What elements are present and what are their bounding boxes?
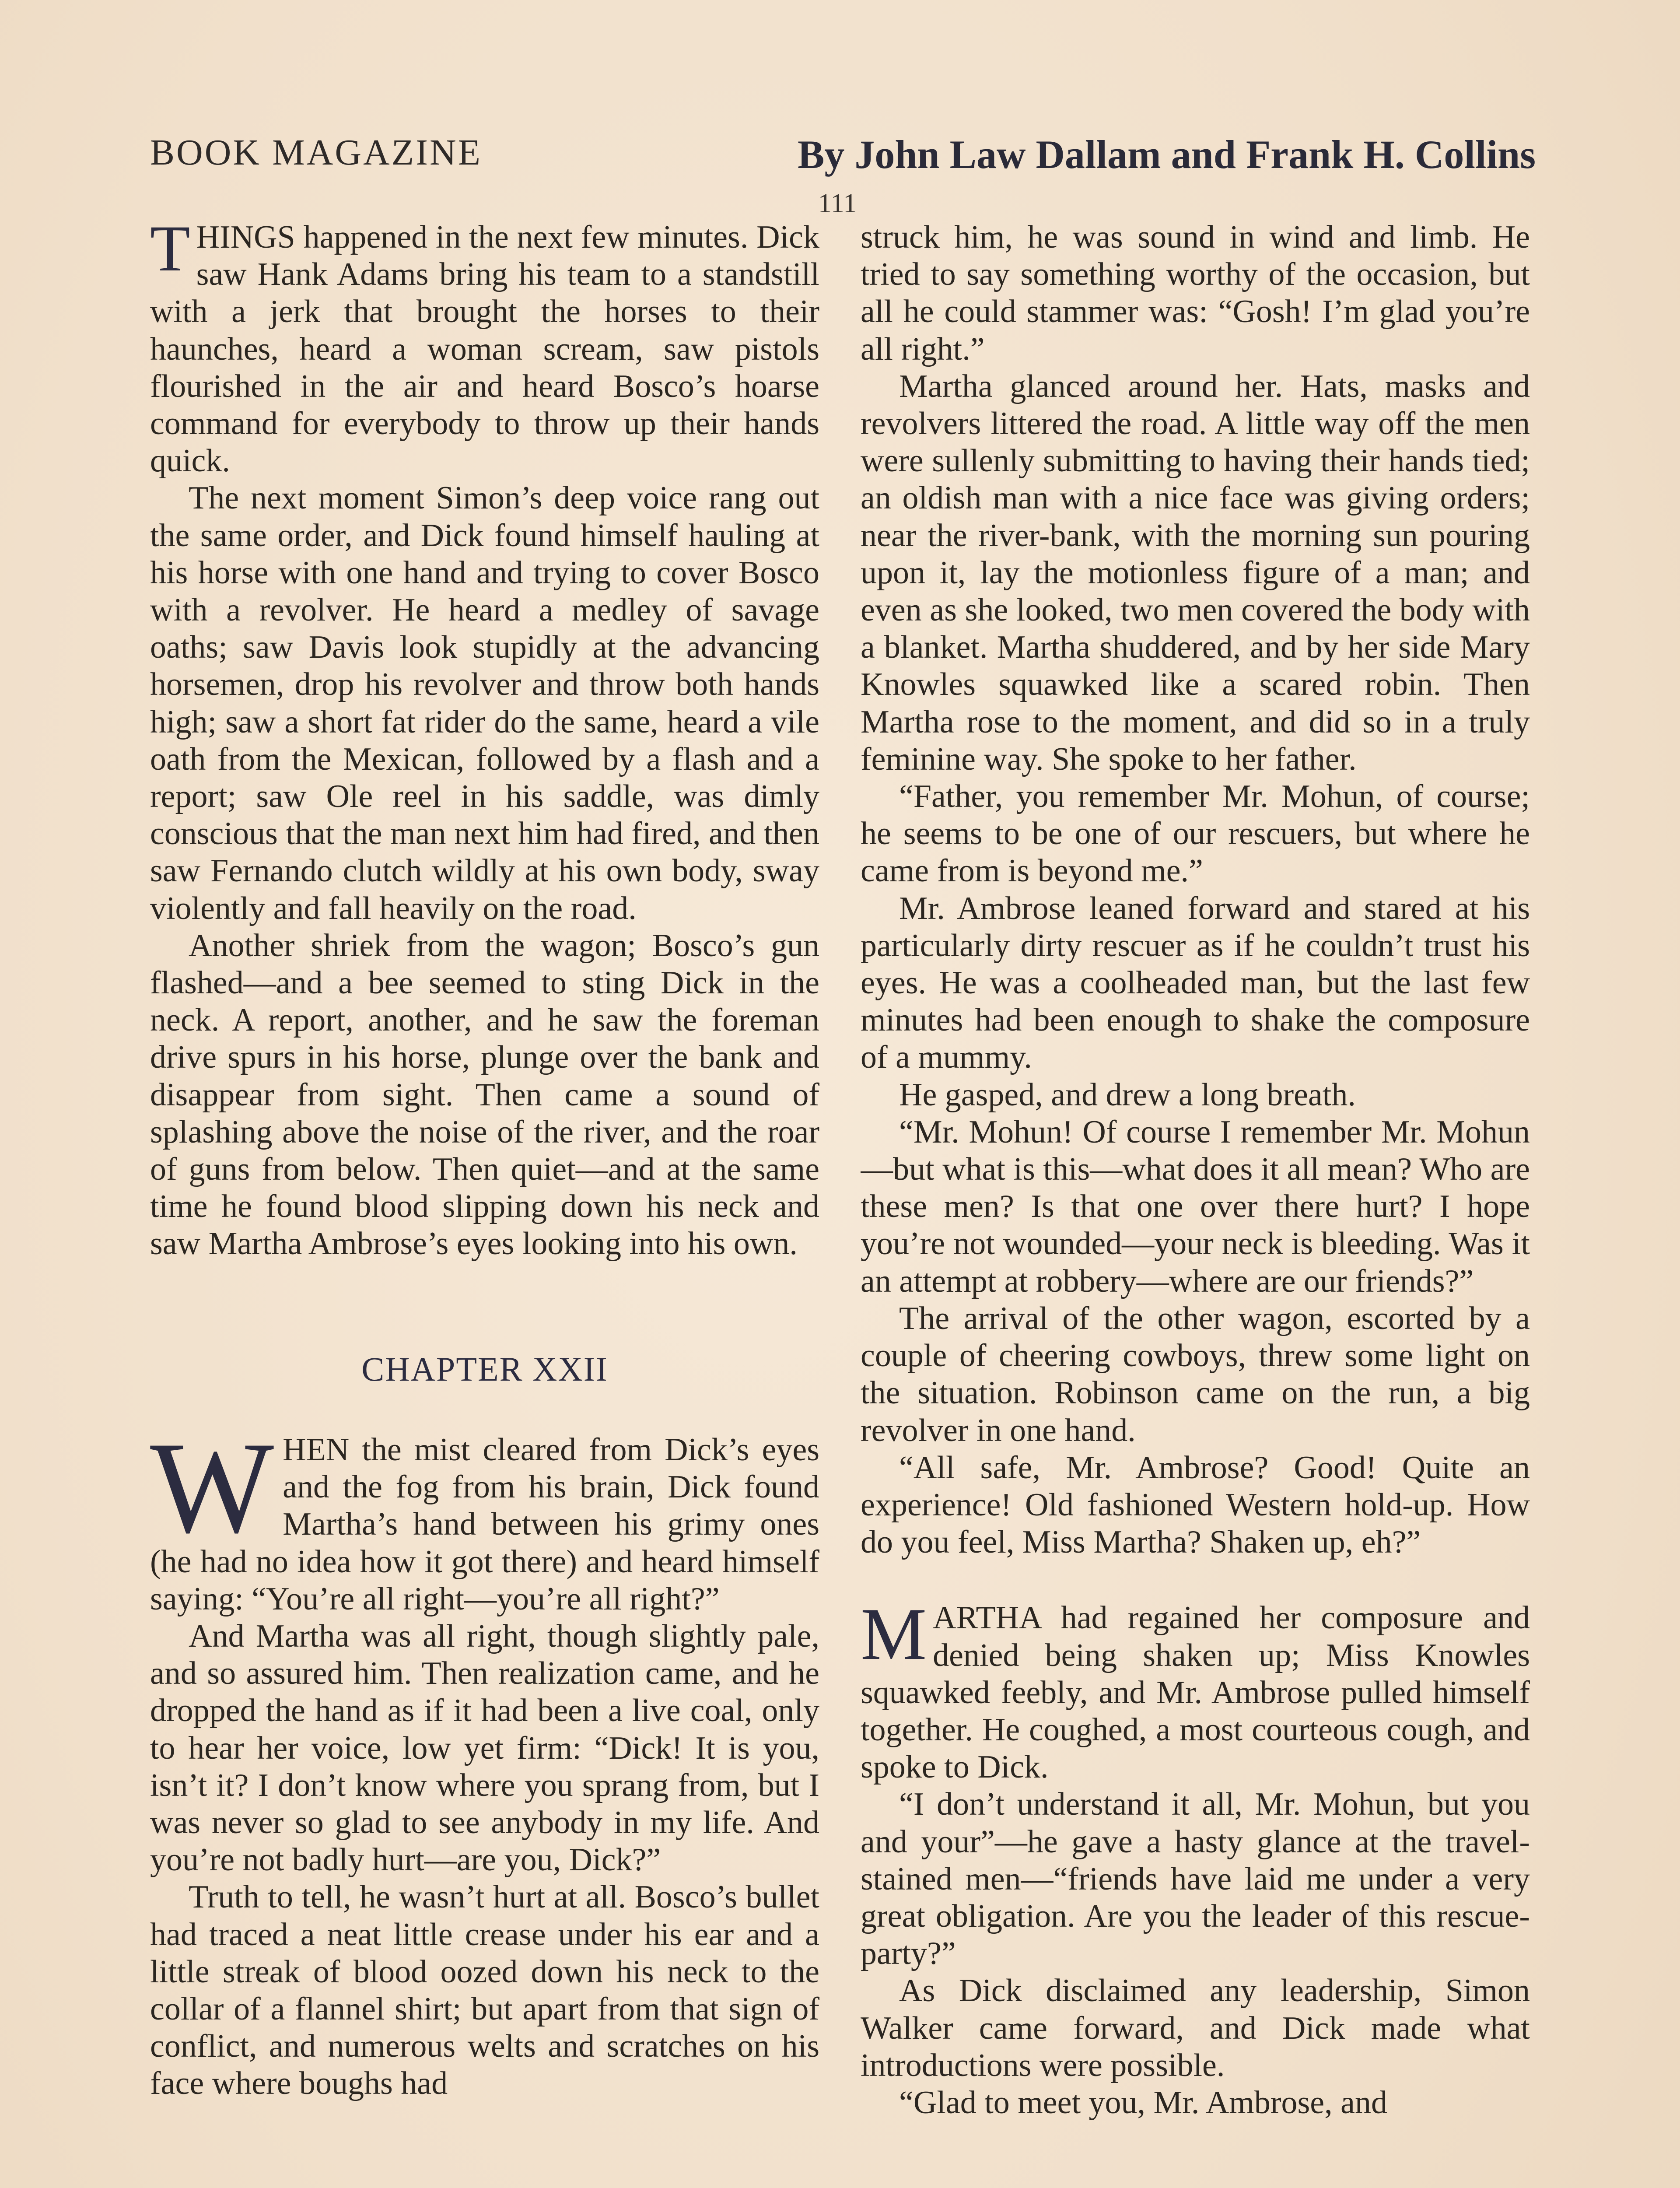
- paragraph: As Dick disclaimed any leadership, Simon Walker came forward, and Dick made what introductions were possible.: [861, 1973, 1530, 2083]
- paragraph: Mr. Ambrose leaned forward and stared at his particularly dirty rescuer as if he couldn’t trust his eyes. He was a coolheaded man, but the last few minutes had been enough to shake the composure of a mummy.: [861, 890, 1530, 1076]
- paragraph: He gasped, and drew a long breath.: [899, 1076, 1356, 1113]
- magazine-title: BOOK MAGAZINE: [150, 132, 482, 173]
- paragraph: And Martha was all right, though slightly pale, and so assured him. Then realization came, and he dropped the hand as if it had been a live coal, only to hear her voice, low yet firm: “Dick! It is you, isn’t it? I don’t know where you sprang from, but I was never so glad to see anybody in my life. And you’re not badly hurt—are you, Dick?”: [150, 1618, 819, 1878]
- drop-cap: W: [150, 1414, 274, 1560]
- left-column: [150, 219, 819, 2188]
- paragraph-text: HINGS happened in the next few minutes. Dick saw Hank Adams bring his team to a standstill with a jerk that brought the horses to their haunches, heard a woman scream, saw pistols flourished in the air and heard Bosco’s hoarse command for everybody to throw up their hands quick.: [150, 219, 819, 479]
- paragraph: “All safe, Mr. Ambrose? Good! Quite an experience! Old fashioned Western hold-up. How do you feel, Miss Martha? Shaken up, eh?”: [861, 1449, 1530, 1560]
- drop-cap: M: [861, 1593, 927, 1676]
- chapter-heading: CHAPTER XXII: [361, 1350, 608, 1388]
- page-number: 111: [818, 189, 857, 218]
- paragraph: [150, 1414, 819, 1618]
- paragraph: “Mr. Mohun! Of course I remember Mr. Mohun—but what is this—what does it all mean? Who are these men? Is that one over there hurt? I hope you’re not wounded—your neck is bleeding. Was it an attempt at robbery—where are our friends?”: [861, 1114, 1530, 1299]
- drop-cap: T: [150, 219, 190, 285]
- paragraph: The arrival of the other wagon, escorted by a couple of cheering cowboys, threw some light on the situation. Robinson came on the run, a big revolver in one hand.: [861, 1300, 1530, 1448]
- paragraph: “Father, you remember Mr. Mohun, of course; he seems to be one of our rescuers, but where he came from is beyond me.”: [861, 778, 1530, 889]
- paragraph: struck him, he was sound in wind and limb. He tried to say something worthy of the occasion, but all he could stammer was: “Gosh! I’m glad you’re all right.”: [861, 219, 1530, 367]
- paragraph: “I don’t understand it all, Mr. Mohun, but you and your”—he gave a hasty glance at the travel-stained men—“friends have laid me under a very great obligation. Are you the leader of this rescue-party?”: [861, 1786, 1530, 1972]
- byline: By John Law Dallam and Frank H. Collins: [797, 132, 1536, 177]
- right-column: [861, 219, 1530, 2188]
- paragraph: The next moment Simon’s deep voice rang out the same order, and Dick found himself hauling at his horse with one hand and trying to cover Bosco with a revolver. He heard a medley of savage oaths; saw Davis look stupidly at the advancing horsemen, drop his revolver and throw both hands high; saw a short fat rider do the same, heard a vile oath from the Mexican, followed by a flash and a report; saw Ole reel in his saddle, was dimly conscious that the man next him had fired, and then saw Fernando clutch wildly at his own body, sway violently and fall heavily on the road.: [150, 480, 819, 926]
- paragraph: [150, 219, 819, 480]
- paragraph: Truth to tell, he wasn’t hurt at all. Bosco’s bullet had traced a neat little crease under his ear and a little streak of blood oozed down his neck to the collar of a flannel shirt; but apart from that sign of conflict, and numerous welts and scratches on his face where boughs had: [150, 1879, 819, 2102]
- paragraph-text: ARTHA had regained her composure and denied being shaken up; Miss Knowles squawked feebly, and Mr. Ambrose pulled himself together. He coughed, a most courteous cough, and spoke to Dick.: [861, 1600, 1530, 1785]
- paragraph: Another shriek from the wagon; Bosco’s gun flashed—and a bee seemed to sting Dick in the neck. A report, another, and he saw the foreman drive spurs in his horse, plunge over the bank and disappear from sight. Then came a sound of splashing above the noise of the river, and the roar of guns from below. Then quiet—and at the same time he found blood slipping down his neck and saw Martha Ambrose’s eyes looking into his own.: [150, 927, 819, 1262]
- paragraph-text: HEN the mist cleared from Dick’s eyes and the fog from his brain, Dick found Martha’s hand between his grimy ones (he had no idea how it got there) and heard himself saying: “You’re all right—you’re all right?”: [150, 1431, 819, 1617]
- paragraph: Martha glanced around her. Hats, masks and revolvers littered the road. A little way off the men were sullenly submitting to having their hands tied; an oldish man with a nice face was giving orders; near the river-bank, with the morning sun pouring upon it, lay the motionless figure of a man; and even as she looked, two men covered the body with a blanket. Martha shuddered, and by her side Mary Knowles squawked like a scared robin. Then Martha rose to the moment, and did so in a truly feminine way. She spoke to her father.: [861, 368, 1530, 777]
- paragraph: “Glad to meet you, Mr. Ambrose, and: [899, 2084, 1387, 2121]
- paragraph: [861, 1593, 1530, 1786]
- section-break: [861, 1561, 1530, 1599]
